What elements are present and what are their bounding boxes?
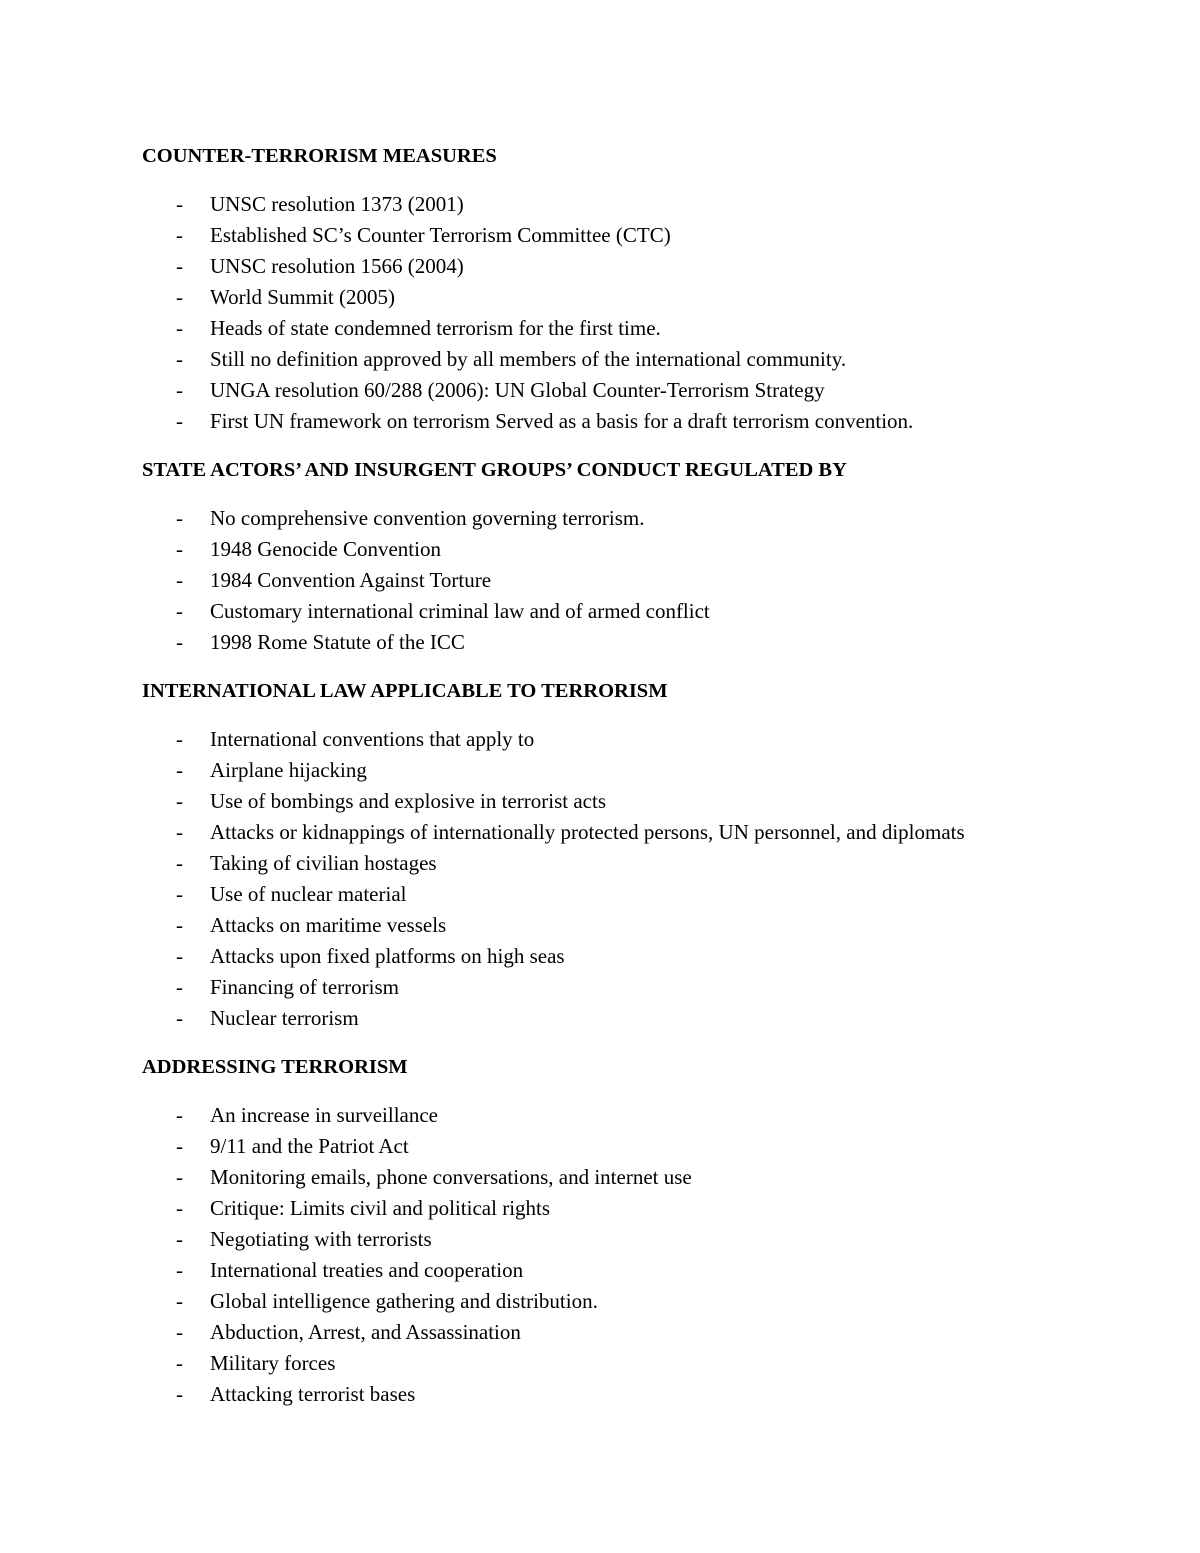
dash-bullet: - [176,851,183,875]
section-addressing-terrorism [142,1054,1142,1410]
list-item-text: No comprehensive convention governing terrorism. [210,506,645,530]
list-item-text: Attacks on maritime vessels [210,913,447,937]
dash-bullet: - [176,506,183,530]
bullet-list [142,503,1142,658]
list-item-text: 1998 Rome Statute of the ICC [210,630,465,654]
list-item [141,848,1142,879]
dash-bullet: - [176,789,183,813]
list-item [141,1317,1142,1348]
list-item-text: World Summit (2005) [210,285,395,309]
list-item [141,1348,1142,1379]
list-item-text: International conventions that apply to [210,727,535,751]
list-item [141,972,1142,1003]
list-item-text: 1984 Convention Against Torture [210,568,492,592]
list-item-text: Airplane hijacking [210,758,367,782]
bullet-list [142,724,1142,1034]
list-item [141,1224,1142,1255]
dash-bullet: - [176,727,183,751]
dash-bullet: - [176,630,183,654]
list-item-text: First UN framework on terrorism Served as a basis for a draft terrorism convention. [210,409,914,433]
dash-bullet: - [176,568,183,592]
list-item [141,220,1142,251]
list-item-text: UNSC resolution 1566 (2004) [210,254,464,278]
dash-bullet: - [176,378,183,402]
dash-bullet: - [176,1196,183,1220]
document-content [142,143,1142,1430]
section-heading: STATE ACTORS’ AND INSURGENT GROUPS’ CONDUCT REGULATED BY [142,459,847,481]
section-heading: INTERNATIONAL LAW APPLICABLE TO TERRORISM [142,680,668,702]
dash-bullet: - [176,599,183,623]
list-item [141,565,1142,596]
list-item [141,879,1142,910]
list-item-text: Military forces [210,1351,336,1375]
list-item-text: International treaties and cooperation [210,1258,524,1282]
dash-bullet: - [176,1227,183,1251]
list-item [141,1255,1142,1286]
list-item [141,282,1142,313]
dash-bullet: - [176,944,183,968]
list-item [141,406,1142,437]
list-item-text: Monitoring emails, phone conversations, and internet use [210,1165,692,1189]
list-item-text: UNSC resolution 1373 (2001) [210,192,464,216]
list-item [141,817,1142,848]
dash-bullet: - [176,223,183,247]
dash-bullet: - [176,820,183,844]
bullet-list [142,189,1142,437]
section-heading: COUNTER-TERRORISM MEASURES [142,145,497,167]
dash-bullet: - [176,192,183,216]
dash-bullet: - [176,1382,183,1406]
list-item-text: Attacks or kidnappings of internationally protected persons, UN personnel, and diplomats [210,820,965,844]
dash-bullet: - [176,882,183,906]
list-item-text: Use of bombings and explosive in terrorist acts [210,789,607,813]
list-item-text: Abduction, Arrest, and Assassination [210,1320,521,1344]
dash-bullet: - [176,758,183,782]
dash-bullet: - [176,913,183,937]
dash-bullet: - [176,1289,183,1313]
list-item-text: Attacks upon fixed platforms on high seas [210,944,565,968]
list-item [141,755,1142,786]
list-item-text: Still no definition approved by all members of the international community. [210,347,847,371]
dash-bullet: - [176,1134,183,1158]
list-item [141,1100,1142,1131]
list-item-text: Customary international criminal law and of armed conflict [210,599,710,623]
list-item [141,1379,1142,1410]
section-counter-terrorism-measures [142,143,1142,437]
list-item [141,313,1142,344]
list-item-text: Negotiating with terrorists [210,1227,432,1251]
list-item-text: 1948 Genocide Convention [210,537,441,561]
list-item [141,251,1142,282]
list-item-text: 9/11 and the Patriot Act [210,1134,409,1158]
dash-bullet: - [176,347,183,371]
bullet-list [142,1100,1142,1410]
dash-bullet: - [176,1320,183,1344]
list-item [141,941,1142,972]
list-item-text: Use of nuclear material [210,882,407,906]
list-item-text: Heads of state condemned terrorism for the first time. [210,316,661,340]
dash-bullet: - [176,1258,183,1282]
dash-bullet: - [176,537,183,561]
list-item [141,1193,1142,1224]
list-item [141,1131,1142,1162]
list-item [141,627,1142,658]
list-item-text: Attacking terrorist bases [210,1382,416,1406]
section-international-law [142,678,1142,1034]
dash-bullet: - [176,316,183,340]
list-item-text: Critique: Limits civil and political rights [210,1196,551,1220]
list-item [141,344,1142,375]
dash-bullet: - [176,254,183,278]
list-item [141,1003,1142,1034]
dash-bullet: - [176,1006,183,1030]
dash-bullet: - [176,285,183,309]
dash-bullet: - [176,1351,183,1375]
list-item-text: An increase in surveillance [210,1103,438,1127]
list-item-text: Nuclear terrorism [210,1006,359,1030]
list-item [141,534,1142,565]
list-item [141,375,1142,406]
list-item-text: Taking of civilian hostages [210,851,437,875]
dash-bullet: - [176,1103,183,1127]
list-item [141,596,1142,627]
list-item [141,1162,1142,1193]
list-item [141,910,1142,941]
dash-bullet: - [176,975,183,999]
list-item-text: UNGA resolution 60/288 (2006): UN Global Counter-Terrorism Strategy [210,378,825,402]
list-item-text: Financing of terrorism [210,975,399,999]
dash-bullet: - [176,409,183,433]
list-item [141,724,1142,755]
list-item-text: Established SC’s Counter Terrorism Committee (CTC) [210,223,671,247]
list-item-text: Global intelligence gathering and distribution. [210,1289,598,1313]
section-state-actors-conduct [142,457,1142,658]
list-item [141,1286,1142,1317]
list-item [141,786,1142,817]
list-item [141,503,1142,534]
dash-bullet: - [176,1165,183,1189]
section-heading: ADDRESSING TERRORISM [142,1056,408,1078]
list-item [141,189,1142,220]
